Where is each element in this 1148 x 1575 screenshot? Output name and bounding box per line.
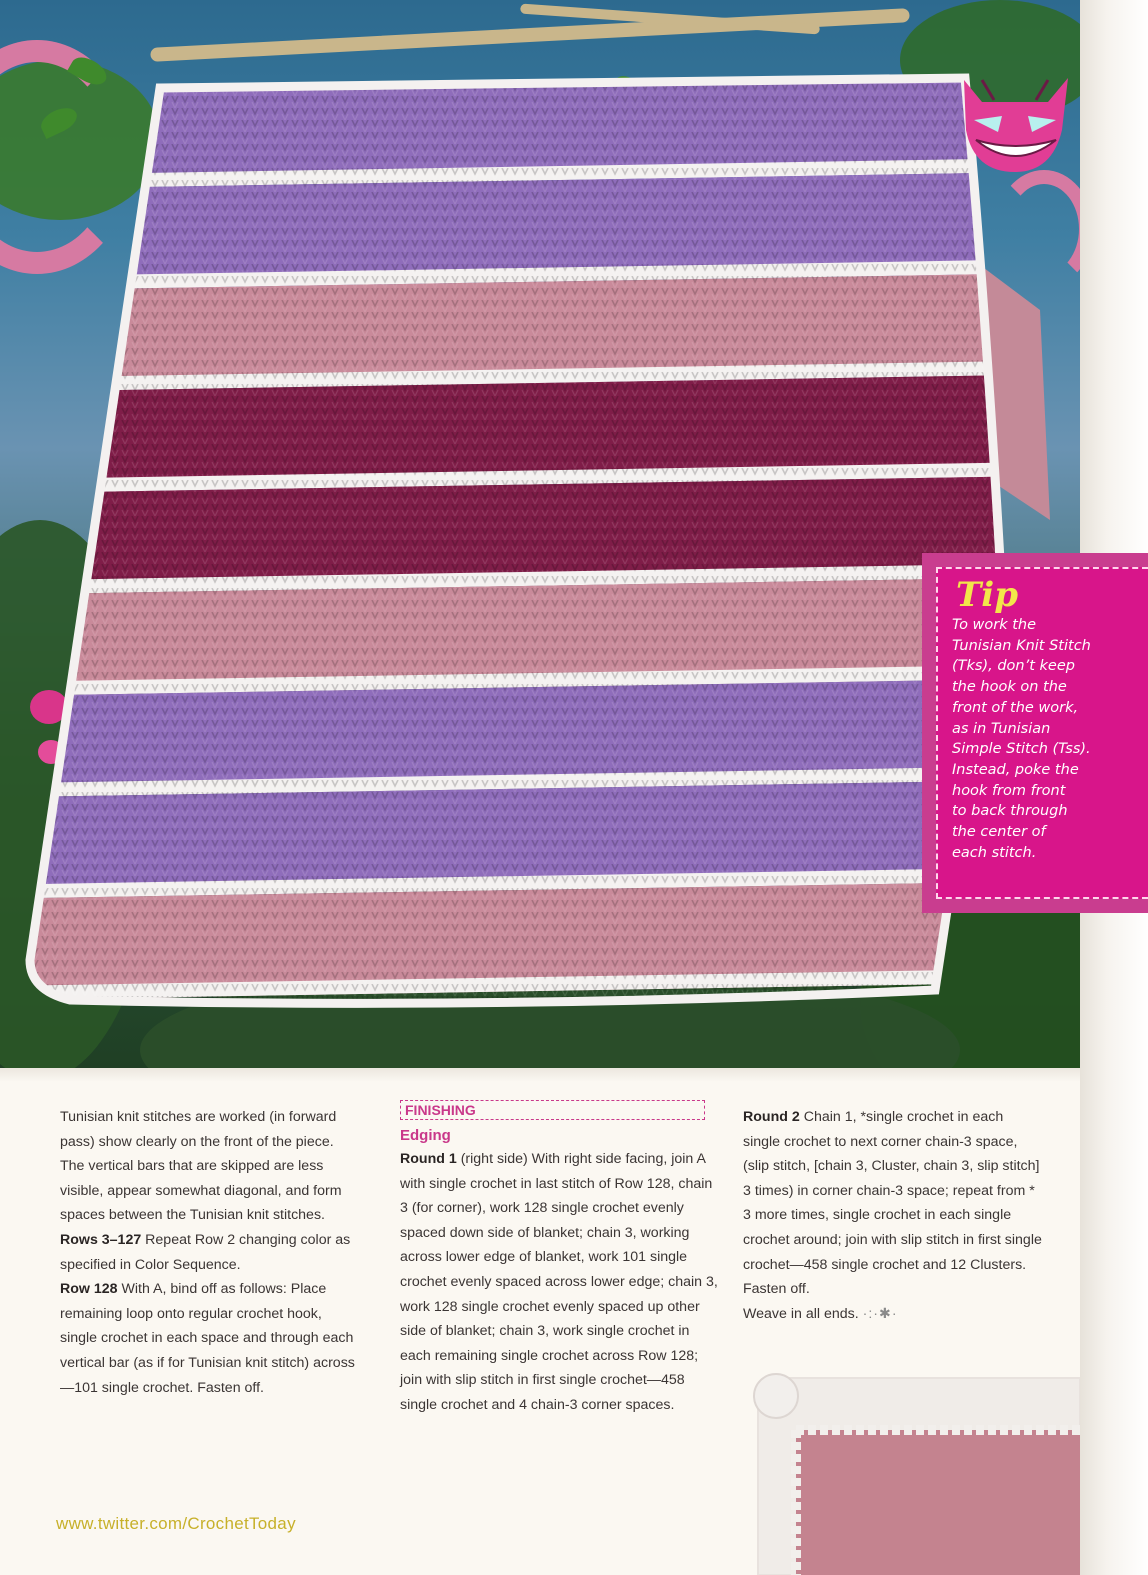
tip-line: (Tks), don’t keep (952, 658, 1075, 675)
tip-box (922, 553, 1148, 913)
edging-heading: Edging (400, 1127, 451, 1144)
tip-line: hook from front (952, 782, 1066, 799)
round1-label: Round 1 (400, 1151, 457, 1167)
cheshire-cat-icon (952, 60, 1078, 176)
tip-line: front of the work, (952, 699, 1079, 716)
round2-text: Chain 1, *single crochet in each single crochet to next corner chain-3 space, (slip stitch, [chain 3, Cluster, chain 3, slip stitch] 3 times) in corner chain-3 space; repeat from * 3 more times, single crochet in each single crochet around; join with slip stitch in first single crochet—458 single crochet and 12 Clusters. (743, 1109, 1042, 1273)
tip-line: the hook on the (952, 679, 1067, 696)
round2-label: Round 2 (743, 1109, 800, 1125)
round1-text: (right side) With right side facing, join A with single crochet in last stitch of Row 128, chain 3 (for corner), work 128 single crochet evenly spaced down side of blanket; chain 3, working across lower edge of blanket, work 101 single crochet evenly spaced across lower edge; chain 3, work 128 single crochet evenly spaced up other side of blanket; chain 3, work single crochet in each remaining single crochet across Row 128; join with slip stitch in first single crochet—458 single crochet and 4 chain-3 corner spaces. (400, 1151, 718, 1413)
tip-line: To work the (952, 617, 1037, 633)
weave-ends-text: Weave in all ends. (743, 1305, 859, 1322)
column-3 (743, 1105, 1043, 1326)
end-mark-icon: ·:·✱· (862, 1305, 898, 1322)
row128-paragraph (60, 1277, 360, 1400)
intro-paragraph: Tunisian knit stitches are worked (in forward pass) show clearly on the front of the piece. The vertical bars that are skipped are less visible, appear somewhat diagonal, and form spaces between the Tunisian knit stitches. (60, 1109, 342, 1224)
tip-line: Instead, poke the (952, 761, 1079, 778)
rows-label: Rows 3–127 (60, 1231, 142, 1248)
tip-title: Tip (956, 575, 1018, 615)
rows-paragraph (60, 1228, 360, 1277)
tip-line: as in Tunisian (952, 720, 1051, 737)
tip-line: Simple Stitch (Tss). (952, 741, 1091, 758)
column-1 (60, 1105, 360, 1400)
round1-paragraph (400, 1147, 720, 1418)
blanket-detail-photo (738, 1368, 1080, 1575)
tip-text (952, 615, 1138, 863)
round2-paragraph (743, 1105, 1043, 1277)
tip-line: the center of (952, 824, 1046, 841)
fasten-off-text: Fasten off. (743, 1281, 810, 1298)
column-2 (400, 1099, 720, 1418)
row128-label: Row 128 (60, 1281, 118, 1298)
weave-text (743, 1302, 1043, 1327)
tip-line: Tunisian Knit Stitch (952, 637, 1091, 654)
tip-inner (936, 567, 1148, 899)
photo-bottom-edge (0, 1068, 1080, 1082)
footer-url[interactable]: www.twitter.com/CrochetToday (56, 1514, 296, 1533)
row128-text: With A, bind off as follows: Place remaining loop onto regular crochet hook, single crochet in each space and through each vertical bar (as if for Tunisian knit stitch) across—101 single crochet. Fasten off. (60, 1281, 355, 1396)
finishing-label: FINISHING (400, 1100, 705, 1120)
tip-line: to back through (952, 803, 1068, 820)
rows-text: Repeat Row 2 changing color as specified in Color Sequence. (60, 1231, 351, 1273)
tip-line: each stitch. (952, 844, 1037, 861)
